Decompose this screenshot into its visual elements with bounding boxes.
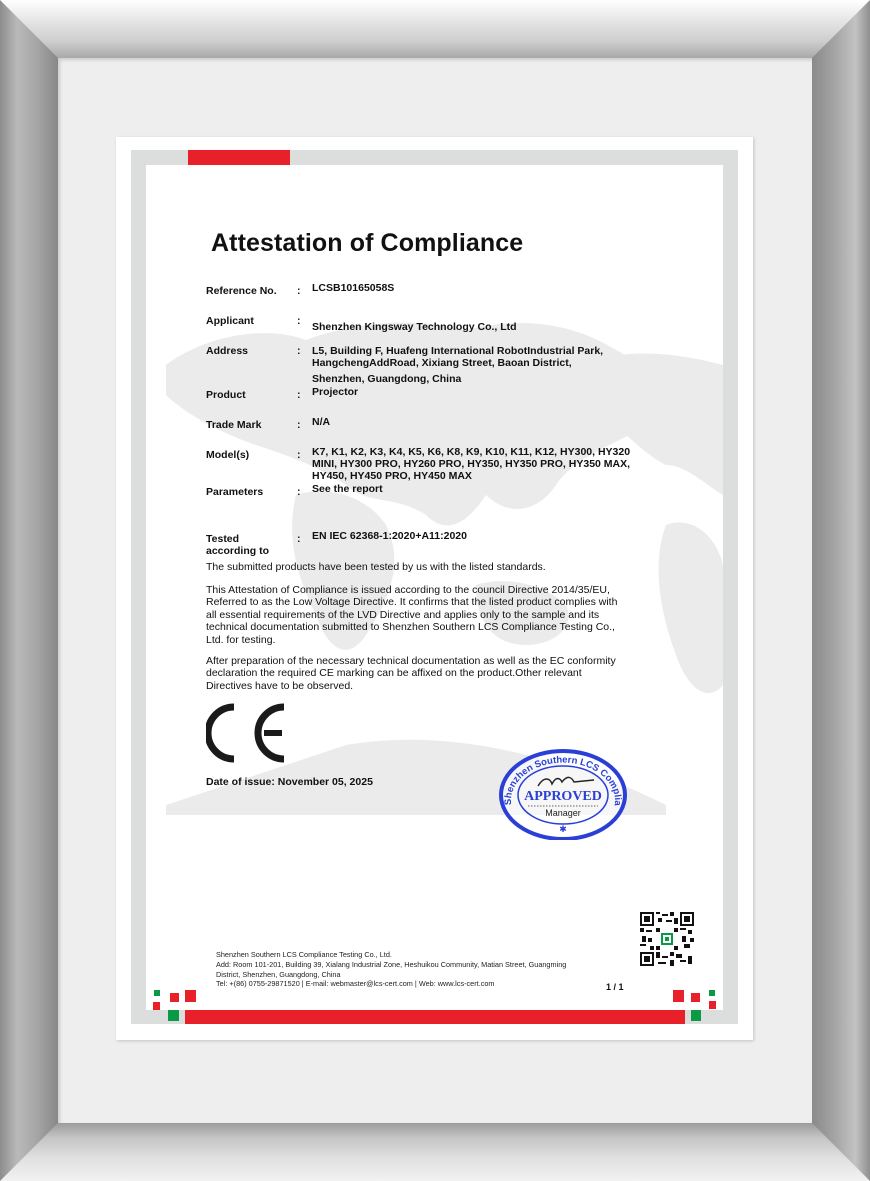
stamp-manager-text: Manager (545, 808, 581, 818)
stamp-approved-text: APPROVED (524, 789, 602, 804)
decor-square-green (691, 1010, 701, 1021)
certificate-content (146, 165, 723, 1010)
applicant-value: Shenzhen Kingsway Technology Co., Ltd (312, 321, 517, 333)
models-label: Model(s) (206, 449, 250, 461)
certificate-title: Attestation of Compliance (211, 229, 524, 257)
decor-square-red (691, 993, 700, 1002)
issuer-company: Shenzhen Southern LCS Compliance Testing Co., Ltd. (216, 950, 392, 959)
tested-standard-value: EN IEC 62368-1:2020+A11:2020 (312, 530, 467, 542)
decor-square-green (709, 990, 715, 996)
certificate-body (146, 165, 723, 1010)
stamp-ring-text: Shenzhen Southern LCS Complia (502, 754, 624, 807)
reference-label: Reference No. (206, 285, 277, 297)
trade-mark-value: N/A (312, 416, 331, 428)
ce-mark-icon (206, 703, 290, 763)
statement-tested: The submitted products have been tested by us with the listed standards. (206, 561, 546, 573)
bottom-red-bar (185, 1010, 685, 1024)
models-line-3: HY450, HY450 PRO, HY450 MAX (312, 470, 472, 482)
statement-directive: This Attestation of Compliance is issued according to the council Directive 2014/35/EU, Referred to as the Low Voltage Directive. It confirms that the listed product complies with all essential requirements of the LVD Directive and applies only to the sample and its technical documentation submitted to Shenzhen Southern LCS Compliance Testing Co., Ltd. for testing. (206, 584, 618, 646)
decor-square-red (185, 990, 196, 1002)
models-colon: : (297, 449, 301, 461)
product-value: Projector (312, 386, 359, 398)
address-line-3: Shenzhen, Guangdong, China (312, 373, 462, 385)
trade-mark-colon: : (297, 419, 301, 431)
qr-code-icon (640, 912, 694, 966)
address-line-1: L5, Building F, Huafeng International RobotIndustrial Park, (312, 345, 604, 357)
models-line-1: K7, K1, K2, K3, K4, K5, K6, K8, K9, K10, K11, K12, HY300, HY320 (312, 446, 631, 458)
decor-square-red (673, 990, 684, 1002)
decor-square-red (153, 1002, 160, 1010)
product-colon: : (297, 389, 301, 401)
qr-code[interactable] (640, 912, 694, 971)
page-number: 1 / 1 (606, 982, 624, 992)
address-line-2: HangchengAddRoad, Xixiang Street, Baoan District, (312, 357, 572, 369)
ce-mark-logo (206, 703, 290, 768)
approved-stamp (498, 748, 628, 845)
reference-value: LCSB10165058S (312, 282, 395, 294)
applicant-label: Applicant (206, 315, 254, 327)
models-line-2: MINI, HY300 PRO, HY260 PRO, HY350, HY350 PRO, HY350 MAX, (312, 458, 631, 470)
decor-square-green (168, 1010, 179, 1021)
tested-label-line-1: Tested (206, 533, 240, 545)
parameters-value: See the report (312, 483, 383, 495)
frame-bottom-edge (0, 1123, 870, 1181)
issuer-footer (216, 950, 636, 989)
tested-label-line-2: according to (206, 545, 270, 557)
tested-colon: : (297, 533, 301, 545)
decor-square-green (154, 990, 160, 996)
parameters-label: Parameters (206, 486, 264, 498)
applicant-colon: : (297, 315, 301, 327)
date-of-issue: Date of issue: November 05, 2025 (206, 776, 373, 788)
issuer-contact: Tel: +(86) 0755-29871520 | E-mail: webmaster@lcs-cert.com | Web: www.lcs-cert.com (216, 979, 495, 989)
issuer-address-line-2: District, Shenzhen, Guangdong, China (216, 969, 341, 979)
parameters-colon: : (297, 486, 301, 498)
approval-seal (498, 748, 628, 840)
decor-square-red (170, 993, 179, 1002)
address-label: Address (206, 345, 249, 357)
top-red-bar (188, 150, 290, 165)
product-label: Product (206, 389, 246, 401)
frame-right-edge (812, 0, 870, 1181)
stamp-asterisk-icon: ✱ (559, 825, 567, 835)
frame-top-edge (0, 0, 870, 58)
issuer-address-line-1: Add: Room 101-201, Building 39, Xialang Industrial Zone, Heshuikou Community, Matian Street, Guangming (216, 959, 567, 969)
decor-square-red (709, 1001, 716, 1009)
statement-ce-marking: After preparation of the necessary technical documentation as well as the EC conformity declaration the required CE marking can be affixed on the product.Other relevant Directives have to be observed. (206, 655, 616, 692)
frame-left-edge (0, 0, 58, 1181)
address-colon: : (297, 345, 301, 357)
reference-colon: : (297, 285, 301, 297)
trade-mark-label: Trade Mark (206, 419, 262, 431)
